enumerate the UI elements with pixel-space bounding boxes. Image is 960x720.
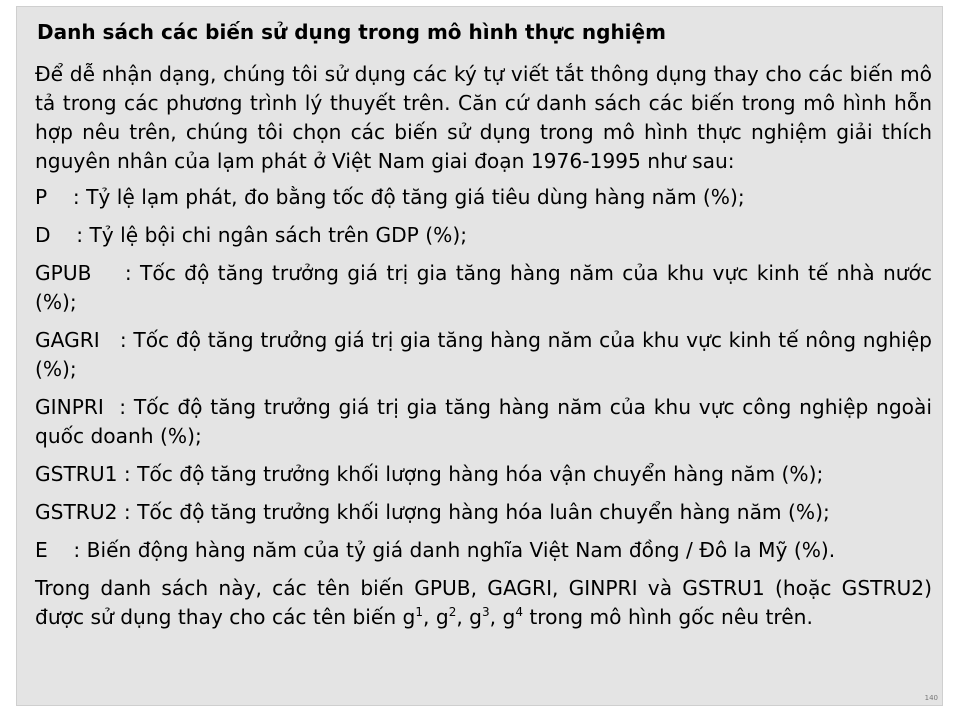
variable-item-gstru2: GSTRU2 : Tốc độ tăng trưởng khối lượng hàng hóa luân chuyển hàng năm (%); [35, 500, 830, 524]
slide-content [35, 60, 932, 641]
conclusion-paragraph: Trong danh sách này, các tên biến GPUB, GAGRI, GINPRI và GSTRU1 (hoặc GSTRU2) được sử dụng thay cho các tên biến $g^1$, $g^2$, $g^3$, $g^4$ trong mô hình gốc nêu trên. [35, 576, 932, 629]
variable-name: D [35, 223, 51, 247]
superscript: 3 [482, 605, 490, 619]
variable-item-gstru1: GSTRU1 : Tốc độ tăng trưởng khối lượng hàng hóa vận chuyển hàng năm (%); [35, 462, 824, 486]
variable-description: Tốc độ tăng trưởng khối lượng hàng hóa luân chuyển hàng năm (%); [137, 500, 830, 524]
variable-name: GPUB [35, 261, 92, 285]
variable-item-p: P : Tỷ lệ lạm phát, đo bằng tốc độ tăng giá tiêu dùng hàng năm (%); [35, 185, 745, 209]
page-number: 140 [924, 694, 938, 702]
variable-name: GINPRI [35, 395, 104, 419]
superscript: 4 [515, 605, 523, 619]
variable-item-gpub: GPUB : Tốc độ tăng trưởng giá trị gia tăng hàng năm của khu vực kinh tế nhà nước (%); [35, 261, 932, 314]
variable-description: Tốc độ tăng trưởng khối lượng hàng hóa vận chuyển hàng năm (%); [137, 462, 824, 486]
variable-description: Tốc độ tăng trưởng giá trị gia tăng hàng năm của khu vực kinh tế nông nghiệp (%); [35, 328, 932, 381]
intro-paragraph: Để dễ nhận dạng, chúng tôi sử dụng các ký tự viết tắt thông dụng thay cho các biến mô tả trong các phương trình lý thuyết trên. Căn cứ danh sách các biến trong mô hình hỗn hợp nêu trên, chúng tôi chọn các biến sử dụng trong mô hình thực nghiệm giải thích nguyên nhân của lạm phát ở Việt Nam giai đoạn 1976-1995 như sau: [35, 62, 932, 173]
variable-item-d: D : Tỷ lệ bội chi ngân sách trên GDP (%); [35, 223, 467, 247]
variable-description: Tốc độ tăng trưởng giá trị gia tăng hàng năm của khu vực kinh tế nhà nước (%); [35, 261, 932, 314]
variable-name: E [35, 538, 48, 562]
variable-name: GAGRI [35, 328, 100, 352]
variable-name: GSTRU1 [35, 462, 118, 486]
variable-description: Tỷ lệ bội chi ngân sách trên GDP (%); [89, 223, 467, 247]
superscript: 2 [448, 605, 457, 619]
variable-description: Tỷ lệ lạm phát, đo bằng tốc độ tăng giá tiêu dùng hàng năm (%); [86, 185, 745, 209]
variable-description: Biến động hàng năm của tỷ giá danh nghĩa Việt Nam đồng / Đô la Mỹ (%). [86, 538, 836, 562]
variable-item-e: E : Biến động hàng năm của tỷ giá danh nghĩa Việt Nam đồng / Đô la Mỹ (%). [35, 538, 836, 562]
superscript: 1 [415, 605, 424, 619]
variable-name: P [35, 185, 48, 209]
variable-item-gagri: GAGRI : Tốc độ tăng trưởng giá trị gia tăng hàng năm của khu vực kinh tế nông nghiệp (%); [35, 328, 932, 381]
variable-item-ginpri: GINPRI : Tốc độ tăng trưởng giá trị gia tăng hàng năm của khu vực công nghiệp ngoài quốc doanh (%); [35, 395, 932, 448]
slide-title: Danh sách các biến sử dụng trong mô hình thực nghiệm [37, 20, 666, 44]
variable-description: Tốc độ tăng trưởng giá trị gia tăng hàng năm của khu vực công nghiệp ngoài quốc doanh (%); [35, 395, 932, 448]
variable-name: GSTRU2 [35, 500, 118, 524]
